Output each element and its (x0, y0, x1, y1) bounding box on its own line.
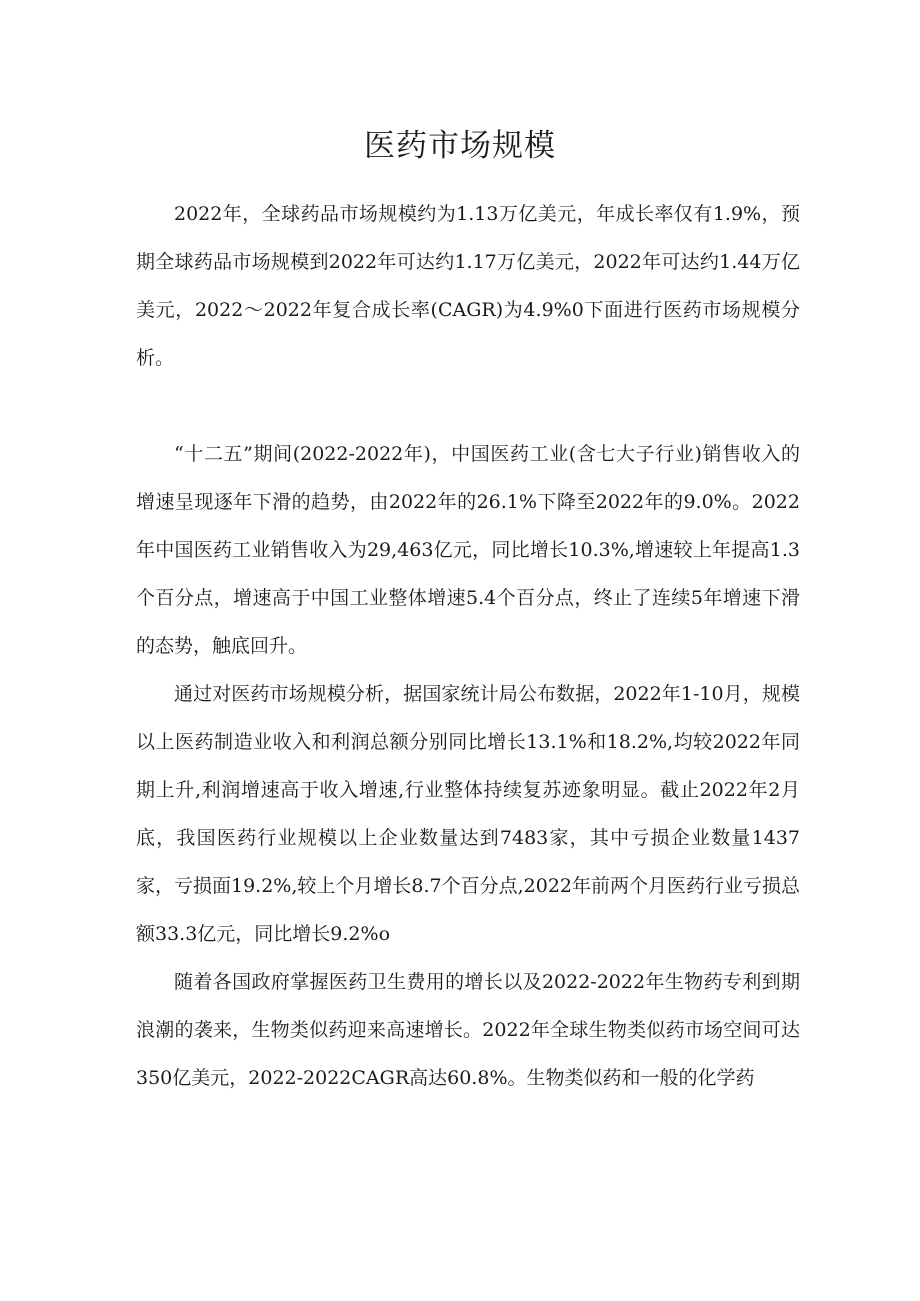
paragraph-china-industry: “十二五”期间(2022-2022年)，中国医药工业(含七大子行业)销售收入的增速呈现逐年下滑的趋势，由2022年的26.1%下降至2022年的9.0%。2022年中国医药工业销售收入为29,463亿元，同比增长10.3%,增速较上年提高1.3个百分点，增速高于中国工业整体增速5.4个百分点，终止了连续5年增速下滑的态势，触底回升。 (136, 443, 800, 657)
paragraph-biosimilars: 随着各国政府掌握医药卫生费用的增长以及2022-2022年生物药专利到期浪潮的袭来，生物类似药迎来高速增长。2022年全球生物类似药市场空间可达350亿美元，2022-2022CAGR高达60.8%。生物类似药和一般的化学药 (136, 971, 800, 1089)
page-title: 医药市场规模 (364, 128, 556, 164)
paragraph-global-market: 2022年，全球药品市场规模约为1.13万亿美元，年成长率仅有1.9%，预期全球药品市场规模到2022年可达约1.17万亿美元，2022年可达约1.44万亿美元，2022～2022年复合成长率(CAGR)为4.9%0下面进行医药市场规模分析。 (136, 203, 800, 369)
paragraph-statistics: 通过对医药市场规模分析，据国家统计局公布数据，2022年1-10月，规模以上医药制造业收入和利润总额分别同比增长13.1%和18.2%,均较2022年同期上升,利润增速高于收入增速,行业整体持续复苏迹象明显。截止2022年2月底，我国医药行业规模以上企业数量达到7483家，其中亏损企业数量1437家，亏损面19.2%,较上个月增长8.7个百分点,2022年前两个月医药行业亏损总额33.3亿元，同比增长9.2%o (136, 683, 801, 945)
